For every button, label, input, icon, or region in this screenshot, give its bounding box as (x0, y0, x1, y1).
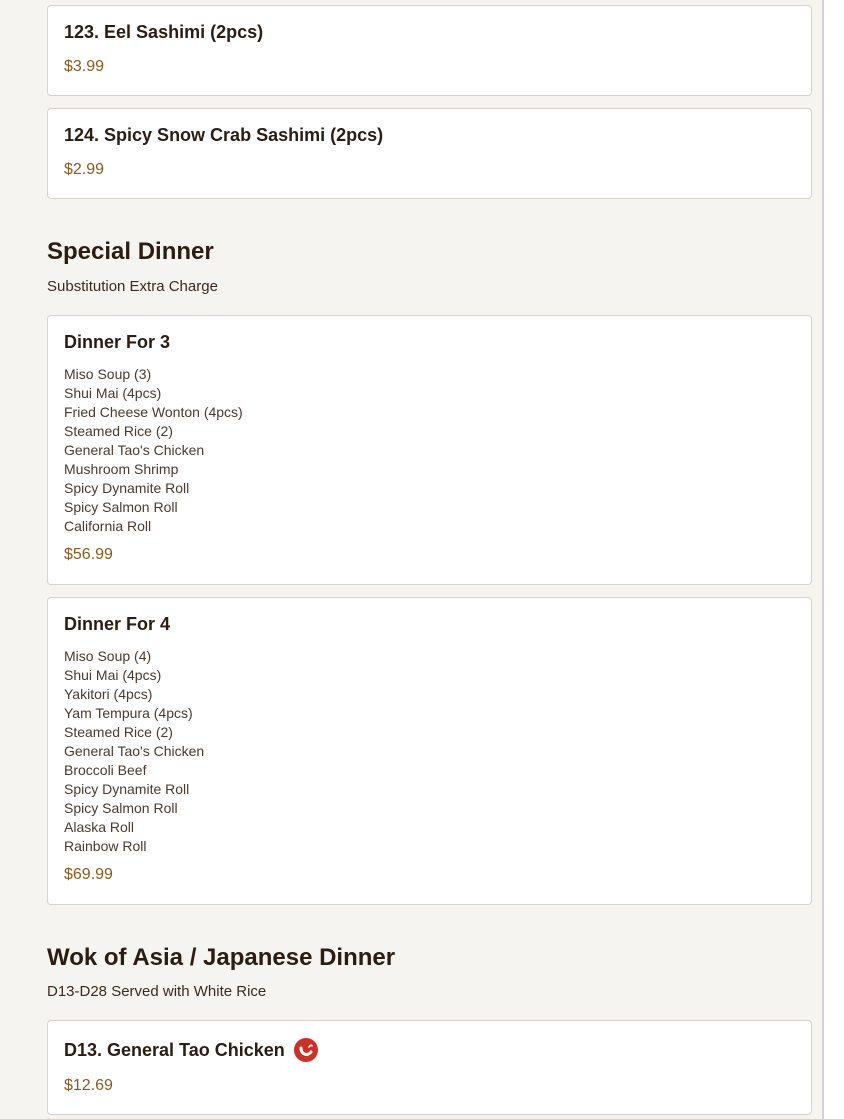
description-line: Miso Soup (3) (64, 366, 152, 382)
menu-item-card[interactable] (47, 597, 812, 905)
description-line: Spicy Dynamite Roll (64, 781, 190, 797)
description-line: General Tao's Chicken (64, 442, 205, 458)
description-line: Spicy Salmon Roll (64, 800, 178, 816)
section-title-special-dinner: Special Dinner (47, 238, 214, 265)
description-line: Fried Cheese Wonton (4pcs) (64, 404, 243, 420)
description-line: Miso Soup (4) (64, 648, 152, 664)
menu-item-name: Dinner For 4 (64, 614, 171, 634)
description-line: Shui Mai (4pcs) (64, 667, 162, 683)
description-line: California Roll (64, 518, 152, 534)
description-line: Rainbow Roll (64, 838, 147, 854)
description-line: Spicy Dynamite Roll (64, 480, 190, 496)
menu-item-price: $3.99 (64, 58, 105, 75)
menu-item-name: 124. Spicy Snow Crab Sashimi (2pcs) (64, 125, 384, 145)
section-title-wok-dinner: Wok of Asia / Japanese Dinner (47, 944, 396, 971)
description-line: Yam Tempura (4pcs) (64, 705, 193, 721)
menu-item-description (64, 647, 204, 856)
description-line: Shui Mai (4pcs) (64, 385, 162, 401)
chili-pepper-icon (294, 1038, 318, 1062)
menu-item-price: $12.69 (64, 1077, 113, 1094)
menu-item-card[interactable] (47, 108, 812, 199)
menu-item-description (64, 365, 243, 536)
section-subtitle-wok-dinner: D13-D28 Served with White Rice (47, 983, 267, 1000)
menu-item-name: 123. Eel Sashimi (2pcs) (64, 22, 264, 42)
scrollbar-track[interactable] (824, 0, 844, 1119)
menu-item-name: D13. General Tao Chicken (64, 1039, 285, 1060)
menu-item-card[interactable] (47, 1020, 812, 1115)
menu-item-price: $56.99 (64, 546, 113, 563)
menu-item-price: $69.99 (64, 866, 113, 883)
menu-item-name: Dinner For 3 (64, 332, 171, 352)
description-line: Yakitori (4pcs) (64, 686, 153, 702)
description-line: Steamed Rice (2) (64, 423, 173, 439)
description-line: Spicy Salmon Roll (64, 499, 178, 515)
description-line: Steamed Rice (2) (64, 724, 173, 740)
description-line: Broccoli Beef (64, 762, 147, 778)
description-line: Mushroom Shrimp (64, 461, 179, 477)
description-line: Alaska Roll (64, 819, 135, 835)
menu-item-card[interactable] (47, 5, 812, 96)
section-subtitle-special-dinner: Substitution Extra Charge (47, 278, 218, 295)
description-line: General Tao's Chicken (64, 743, 205, 759)
menu-item-card[interactable] (47, 315, 812, 585)
menu-item-price: $2.99 (64, 161, 105, 178)
menu-item-title-row (64, 1038, 318, 1062)
